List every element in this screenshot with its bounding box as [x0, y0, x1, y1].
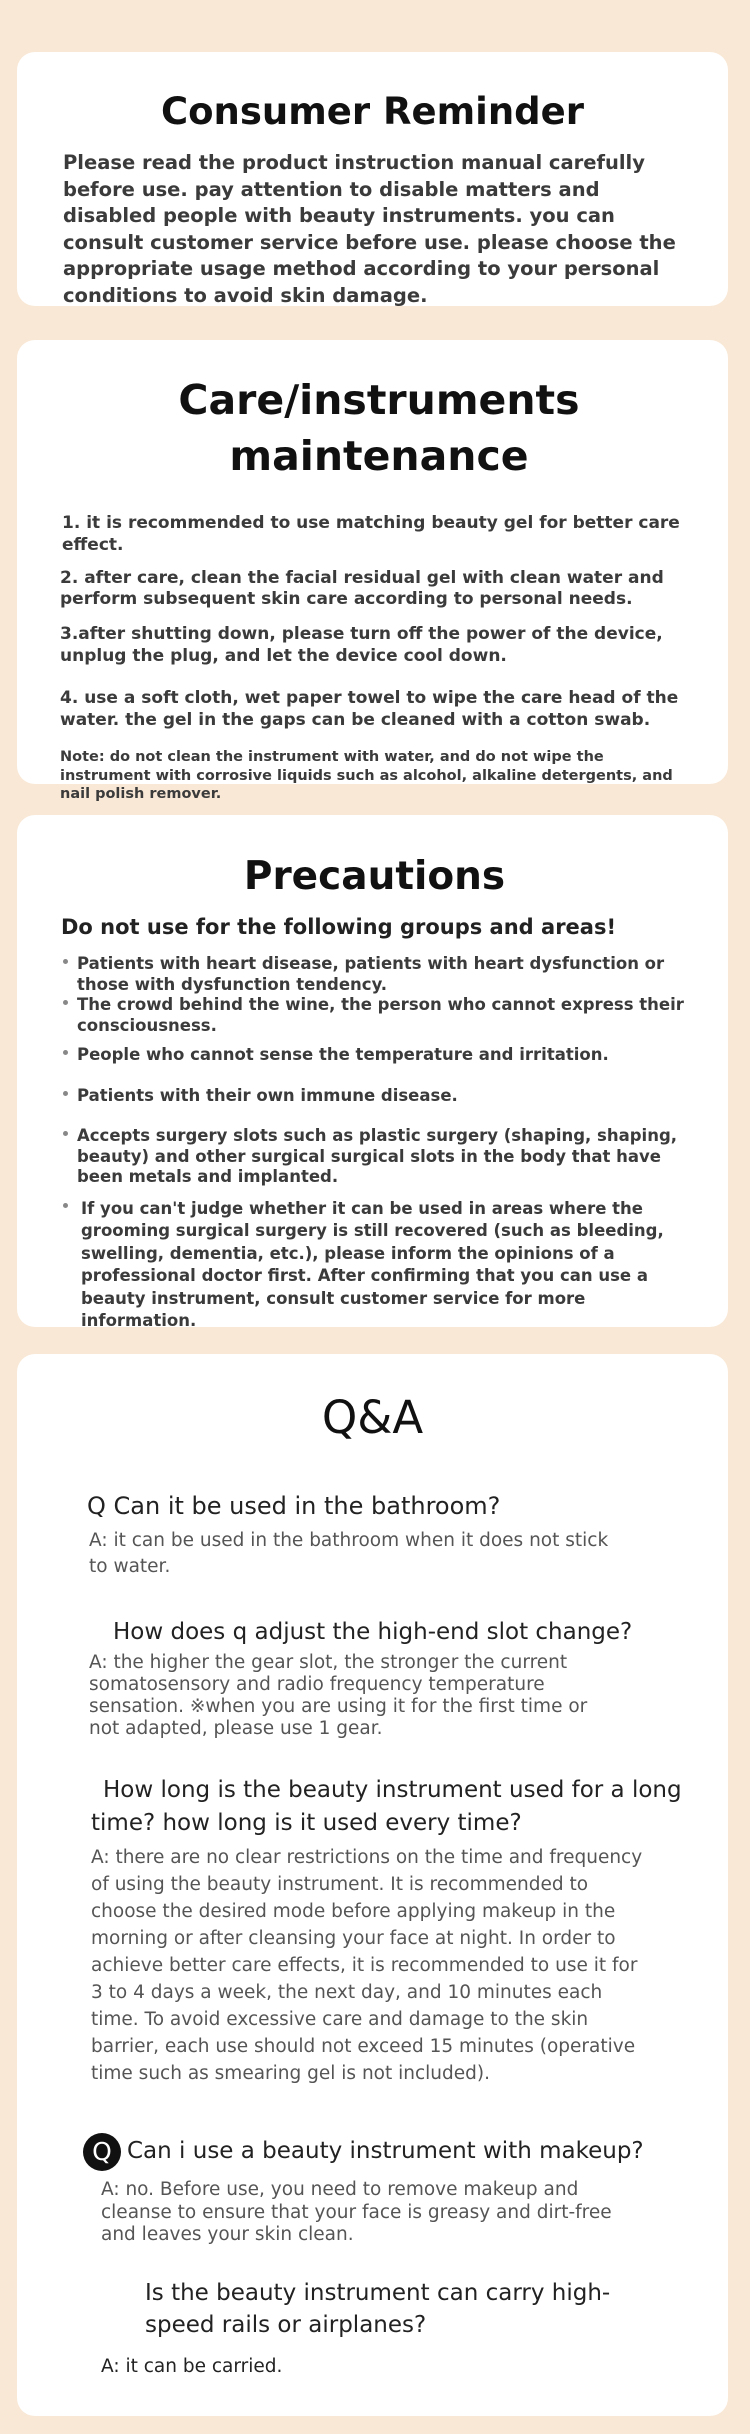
bullet-icon: [63, 959, 68, 964]
precaution-text: Accepts surgery slots such as plastic surgery (shaping, shaping, beauty) and other surgical surgical slots in the body that have been metals and implanted.: [77, 1126, 678, 1186]
precaution-item: [61, 1198, 688, 1333]
precaution-text: Patients with their own immune disease.: [77, 1085, 458, 1105]
qa-question: How does q adjust the high-end slot change?: [113, 1619, 633, 1645]
precautions-title: Precautions: [243, 854, 506, 899]
consumer-reminder-title: Consumer Reminder: [160, 90, 585, 133]
precaution-text: Patients with heart disease, patients with heart dysfunction or those with dysfunction tendency.: [77, 954, 665, 994]
qa-question: How long is the beauty instrument used for a long time? how long is it used every time?: [91, 1777, 682, 1836]
qa-question: Can i use a beauty instrument with makeup?: [127, 2138, 644, 2164]
qa-question-row: [83, 2131, 688, 2171]
bullet-icon: [63, 1203, 68, 1208]
qa-card: [17, 1354, 728, 2416]
qa-item: [57, 1616, 688, 1740]
qa-answer: A: it can be used in the bathroom when it does not stick to water.: [89, 1530, 609, 1577]
care-item: 4. use a soft cloth, wet paper towel to wipe the care head of the water. the gel in the gaps can be cleaned with a cotton swab.: [60, 688, 679, 730]
precaution-item: [61, 954, 688, 995]
qa-title: Q&A: [321, 1391, 424, 1444]
qa-item: [57, 1774, 688, 2087]
consumer-reminder-card: [17, 52, 728, 306]
qa-item: [57, 2131, 688, 2247]
qa-answer: A: no. Before use, you need to remove makeup and cleanse to ensure that your face is greasy and dirt-free and leaves your skin clean.: [101, 2179, 612, 2245]
precaution-text: The crowd behind the wine, the person who cannot express their consciousness.: [77, 995, 684, 1035]
bullet-icon: [63, 1050, 68, 1055]
qa-answer: A: there are no clear restrictions on the time and frequency of using the beauty instrument. It is recommended to choose the desired mode before applying makeup in the morning or after cleansing your face at night. In order to achieve better care effects, it is recommended to use it for 3 to 4 days a week, the next day, and 10 minutes each time. To avoid excessive care and damage to the skin barrier, each use should not exceed 15 minutes (operative time such as smearing gel is not included).: [91, 1847, 643, 2084]
qa-question: Q Can it be used in the bathroom?: [87, 1492, 501, 1520]
bullet-icon: [63, 1091, 68, 1096]
care-maintenance-card: [17, 340, 728, 802]
precaution-item: [61, 1045, 688, 1066]
precaution-text: People who cannot sense the temperature and irritation.: [77, 1045, 609, 1064]
precaution-item: [61, 1086, 688, 1107]
precautions-subtitle: Do not use for the following groups and areas!: [61, 915, 617, 939]
bullet-icon: [63, 1000, 68, 1005]
qa-item: [57, 1490, 688, 1580]
bullet-icon: [63, 1131, 68, 1136]
precaution-item: [61, 1126, 688, 1188]
qa-answer: A: it can be carried.: [101, 2355, 283, 2377]
qa-answer: A: the higher the gear slot, the stronger the current somatosensory and radio frequency temperature sensation. ※when you are using it for the first time or not adapted, please use 1 gear.: [89, 1652, 588, 1739]
precaution-item: [61, 995, 688, 1036]
care-note: Note: do not clean the instrument with water, and do not wipe the instrument with corrosive liquids such as alcohol, alkaline detergents, and nail polish remover.: [60, 749, 673, 802]
care-item: 3.after shutting down, please turn off the power of the device, unplug the plug, and let the device cool down.: [60, 624, 663, 666]
care-item: 1. it is recommended to use matching beauty gel for better care effect.: [62, 513, 680, 555]
care-item: 2. after care, clean the facial residual gel with clean water and perform subsequent skin care according to personal needs.: [60, 568, 664, 609]
consumer-reminder-body: Please read the product instruction manual carefully before use. pay attention to disable matters and disabled people with beauty instruments. you can consult customer service before use. please choose the appropriate usage method according to your personal conditions to avoid skin damage.: [63, 151, 676, 307]
precautions-card: [17, 815, 728, 1330]
precaution-text: If you can't judge whether it can be used in areas where the grooming surgical surgery is still recovered (such as bleeding, swelling, dementia, etc.), please inform the opinions of a professional doctor first. After confirming that you can use a beauty instrument, consult customer service for more information.: [81, 1198, 664, 1330]
care-maintenance-title: Care/instruments maintenance: [178, 376, 580, 480]
qa-question: Is the beauty instrument can carry high-speed rails or airplanes?: [145, 2279, 611, 2338]
q-icon: Q: [83, 2133, 121, 2171]
qa-item: [57, 2277, 688, 2379]
